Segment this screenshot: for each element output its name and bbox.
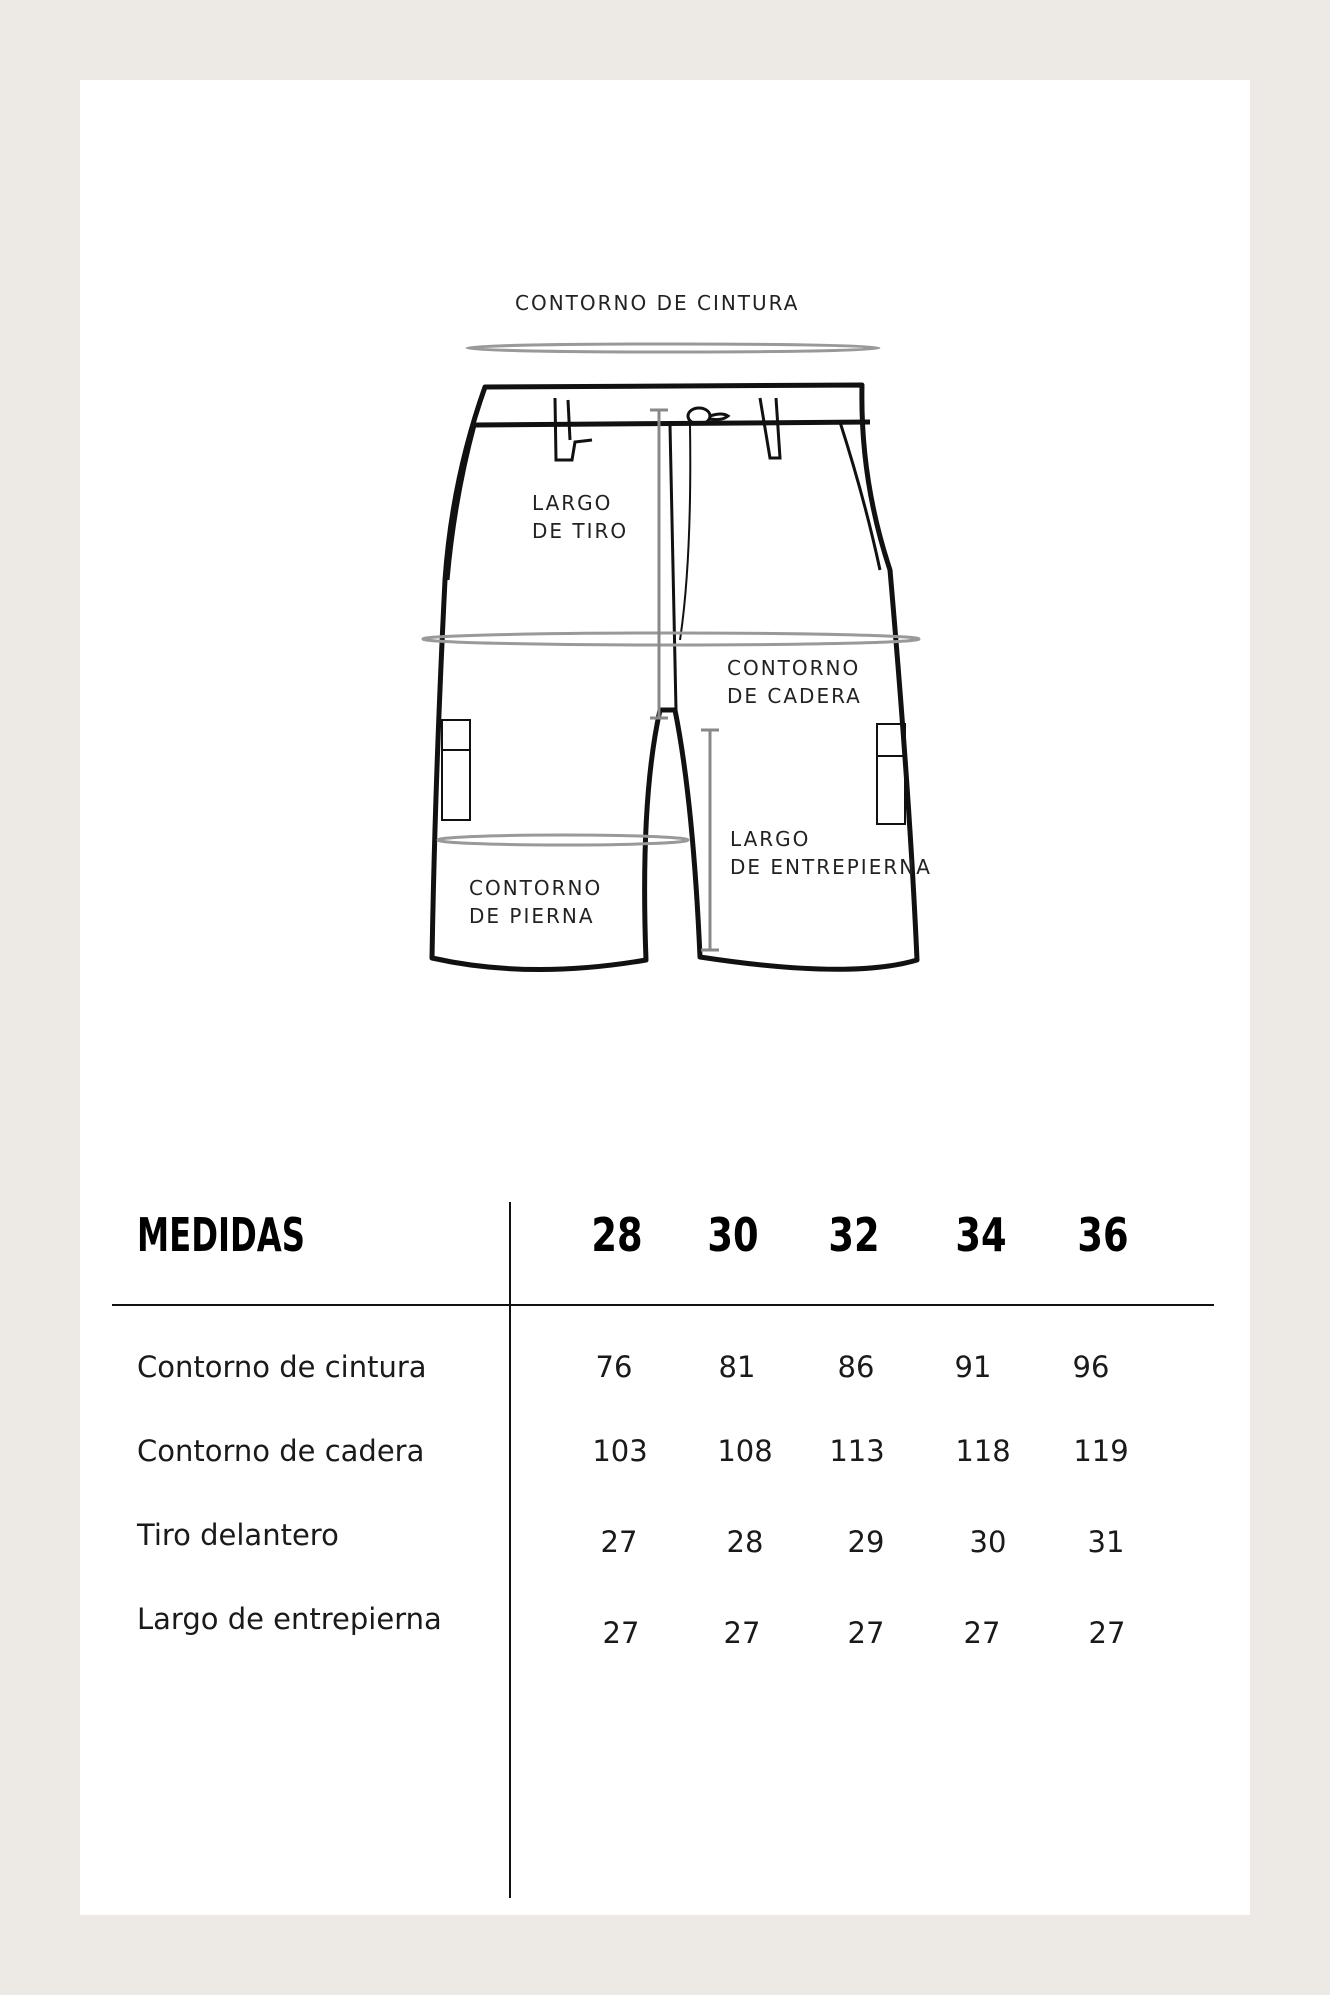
hip-measure-line — [423, 633, 919, 645]
size-header-36: 36 — [1077, 1208, 1129, 1262]
size-guide-card — [80, 80, 1250, 1915]
size-header-32: 32 — [828, 1208, 880, 1262]
waist-measure-line — [467, 344, 879, 352]
label-hip — [727, 654, 862, 710]
leg-measure-line — [438, 835, 688, 845]
table-cell: 31 — [1087, 1525, 1125, 1559]
table-cell: 113 — [829, 1434, 885, 1468]
table-cell: 81 — [718, 1350, 756, 1384]
row-label-waist: Contorno de cintura — [137, 1350, 427, 1384]
table-cell: 91 — [954, 1350, 992, 1384]
size-header-28: 28 — [591, 1208, 643, 1262]
label-inseam-line1: LARGO — [730, 827, 811, 851]
label-inseam — [730, 825, 932, 881]
inseam-measure-line — [701, 730, 719, 950]
rise-measure-line — [650, 410, 668, 718]
table-title: MEDIDAS — [137, 1208, 306, 1262]
label-hip-line1: CONTORNO — [727, 656, 861, 680]
label-leg — [469, 874, 602, 930]
table-cell: 30 — [969, 1525, 1007, 1559]
label-hip-line2: DE CADERA — [727, 684, 862, 708]
table-cell: 103 — [592, 1434, 648, 1468]
table-cell: 27 — [963, 1616, 1001, 1650]
shorts-diagram — [80, 80, 1250, 1080]
size-header-34: 34 — [955, 1208, 1007, 1262]
row-label-rise: Tiro delantero — [137, 1518, 339, 1552]
table-cell: 27 — [600, 1525, 638, 1559]
label-inseam-line2: DE ENTREPIERNA — [730, 855, 932, 879]
table-cell: 86 — [837, 1350, 875, 1384]
row-label-hip: Contorno de cadera — [137, 1434, 425, 1468]
row-label-inseam: Largo de entrepierna — [137, 1602, 442, 1636]
table-column-divider — [509, 1202, 511, 1898]
table-header-divider — [112, 1304, 1214, 1306]
table-cell: 29 — [847, 1525, 885, 1559]
belt-loops — [555, 398, 780, 460]
label-rise-line2: DE TIRO — [532, 519, 629, 543]
table-cell: 119 — [1073, 1434, 1129, 1468]
size-header-30: 30 — [707, 1208, 759, 1262]
label-leg-line2: DE PIERNA — [469, 904, 595, 928]
table-cell: 27 — [723, 1616, 761, 1650]
table-cell: 108 — [717, 1434, 773, 1468]
side-pockets — [448, 422, 880, 580]
table-cell: 76 — [595, 1350, 633, 1384]
label-rise — [532, 489, 628, 545]
table-cell: 118 — [955, 1434, 1011, 1468]
table-cell: 27 — [1088, 1616, 1126, 1650]
label-rise-line1: LARGO — [532, 491, 613, 515]
label-waist: CONTORNO DE CINTURA — [515, 291, 800, 315]
table-cell: 28 — [726, 1525, 764, 1559]
label-leg-line1: CONTORNO — [469, 876, 603, 900]
table-cell: 27 — [602, 1616, 640, 1650]
cargo-pockets — [442, 720, 905, 824]
table-cell: 27 — [847, 1616, 885, 1650]
table-cell: 96 — [1072, 1350, 1110, 1384]
